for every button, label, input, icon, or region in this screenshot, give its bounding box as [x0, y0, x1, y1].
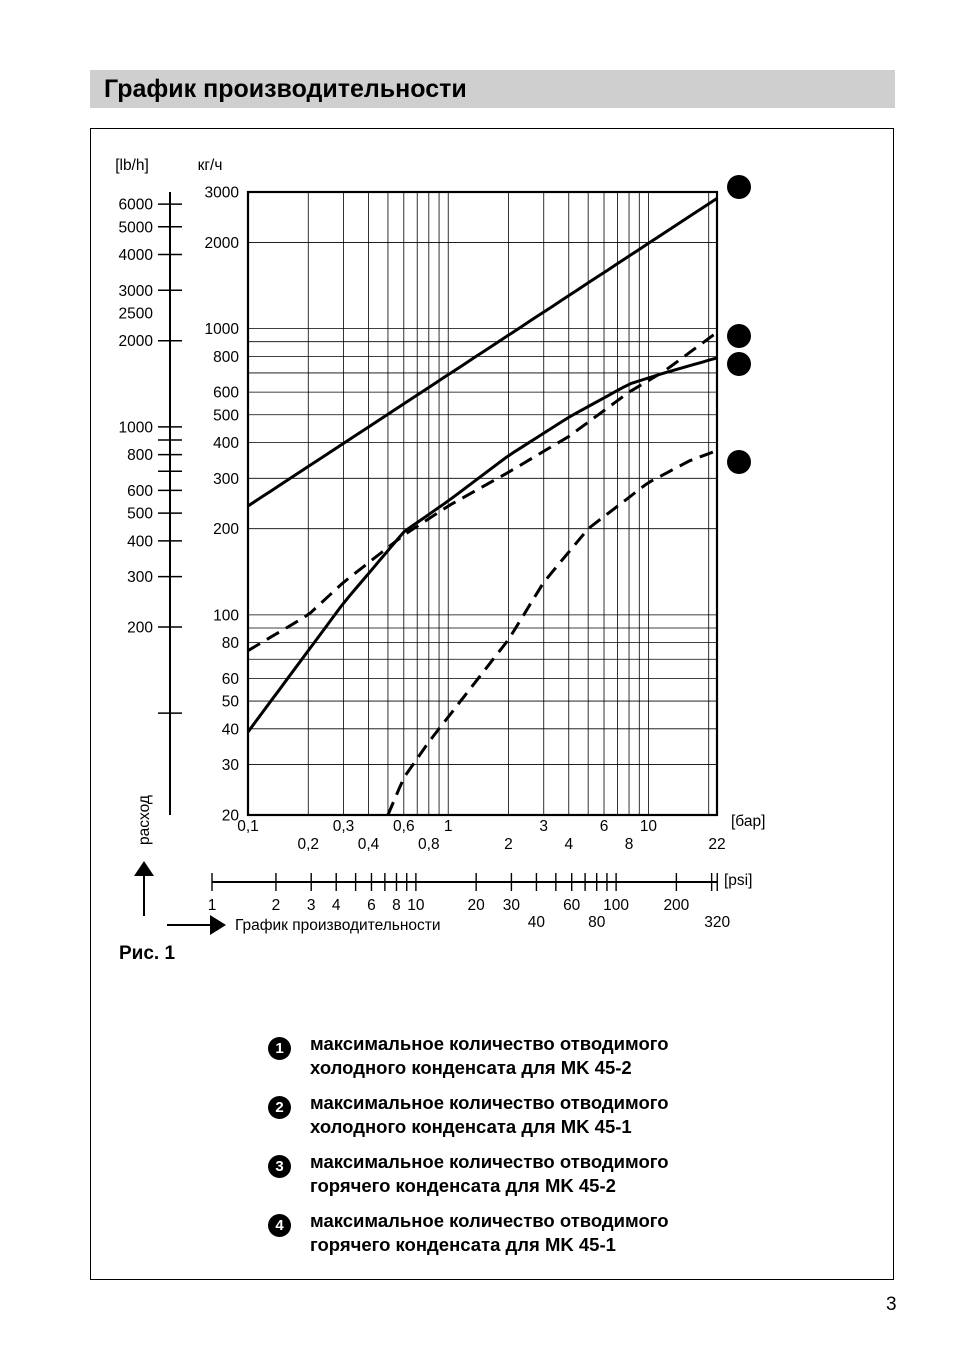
x-tick-label: 0,2	[297, 836, 320, 853]
lbh-tick-label: 800	[127, 447, 153, 465]
plot-border	[248, 192, 717, 815]
y-tick-label: 200	[213, 521, 239, 539]
y-tick-label: 30	[221, 757, 239, 775]
x-tick-label: 0,1	[237, 818, 259, 835]
flow-axis-caption: расход	[136, 795, 153, 845]
lbh-tick-label: 300	[127, 569, 153, 587]
psi-axis-label: [psi]	[724, 872, 753, 889]
psi-tick-label: 8	[392, 897, 401, 914]
x-axis-label: [бар]	[731, 813, 766, 830]
lbh-axis-label: [lb/h]	[115, 157, 149, 174]
psi-tick-label: 6	[367, 897, 376, 914]
legend-text	[310, 1032, 770, 1080]
psi-tick-label: 60	[563, 897, 581, 914]
performance-axis-caption: График производительности	[235, 917, 441, 934]
x-tick-label: 6	[599, 818, 609, 835]
x-tick-label: 3	[539, 818, 549, 835]
series-line-4	[388, 451, 717, 816]
legend-line: холодного конденсата для MK 45-2	[310, 1057, 632, 1078]
psi-tick-label: 100	[603, 897, 630, 914]
psi-tick-label: 4	[331, 897, 341, 914]
chart-text	[115, 157, 765, 934]
y-tick-label: 1000	[204, 321, 239, 339]
psi-tick-label: 80	[588, 914, 606, 931]
y-tick-label: 50	[221, 693, 239, 711]
legend-badge: 1	[268, 1037, 291, 1060]
legend-text	[310, 1150, 770, 1198]
x-tick-label: 10	[639, 818, 658, 835]
series-markers	[727, 175, 751, 474]
series-line-3	[248, 358, 717, 732]
x-tick-label: 22	[708, 836, 726, 853]
x-tick-label: 2	[504, 836, 513, 853]
psi-tick-label: 20	[467, 897, 485, 914]
legend-text	[310, 1209, 770, 1257]
y-tick-label: 100	[213, 607, 239, 625]
series-marker-label: 3	[734, 356, 744, 374]
series-line-2	[248, 332, 717, 650]
y-tick-label: 500	[213, 407, 239, 425]
legend-badge: 4	[268, 1214, 291, 1237]
lbh-tick-label: 200	[127, 619, 153, 637]
legend-badge: 3	[268, 1155, 291, 1178]
y-tick-label: 40	[221, 721, 239, 739]
legend	[268, 1032, 788, 1268]
series-marker-label: 4	[734, 454, 744, 472]
x-tick-label: 0,3	[332, 818, 355, 835]
y-tick-label: 80	[221, 635, 239, 653]
y-tick-label: 60	[221, 670, 239, 688]
flow-arrow-head	[134, 861, 154, 876]
legend-line: максимальное количество отводимого	[310, 1092, 669, 1113]
y-tick-label: 20	[221, 807, 239, 825]
page-number: 3	[886, 1294, 897, 1315]
legend-line: максимальное количество отводимого	[310, 1151, 669, 1172]
psi-tick-label: 2	[271, 897, 281, 914]
legend-item	[268, 1209, 788, 1268]
legend-line: максимальное количество отводимого	[310, 1210, 669, 1231]
lbh-tick-label: 2500	[118, 305, 153, 323]
lbh-tick-label: 600	[127, 482, 153, 500]
y-tick-label: 2000	[204, 234, 239, 252]
x-tick-label: 4	[564, 836, 574, 853]
lbh-tick-label: 3000	[118, 282, 153, 300]
psi-tick-label: 1	[207, 897, 217, 914]
psi-tick-label: 10	[407, 897, 425, 914]
psi-tick-label: 30	[502, 897, 521, 914]
legend-item	[268, 1091, 788, 1150]
y-tick-label: 600	[213, 384, 239, 402]
series-marker-label: 2	[734, 328, 744, 346]
legend-line: максимальное количество отводимого	[310, 1033, 669, 1054]
psi-tick-label: 320	[704, 914, 731, 931]
lbh-tick-label: 400	[127, 533, 153, 551]
x-tick-label: 0,4	[357, 836, 380, 853]
legend-line: горячего конденсата для MK 45-1	[310, 1234, 616, 1255]
lbh-tick-label: 4000	[118, 247, 153, 265]
series-line-1	[248, 198, 717, 506]
legend-item	[268, 1150, 788, 1209]
lbh-tick-label: 6000	[118, 196, 153, 214]
legend-line: горячего конденсата для MK 45-2	[310, 1175, 616, 1196]
lbh-tick-label: 1000	[118, 419, 153, 437]
x-tick-label: 1	[443, 818, 453, 835]
psi-tick-label: 40	[527, 914, 546, 931]
x-tick-label: 0,6	[393, 818, 415, 835]
legend-line: холодного конденсата для MK 45-1	[310, 1116, 632, 1137]
legend-text	[310, 1091, 770, 1139]
chart-grid	[248, 192, 717, 815]
lbh-tick-label: 5000	[118, 219, 153, 237]
performance-arrow-head	[210, 915, 226, 935]
legend-item	[268, 1032, 788, 1091]
lbh-tick-label: 500	[127, 505, 153, 523]
chart-ticks	[158, 204, 717, 891]
page-title: График производительности	[104, 75, 467, 103]
x-tick-label: 0,8	[418, 836, 440, 853]
y-tick-label: 300	[213, 470, 239, 488]
psi-tick-label: 3	[306, 897, 316, 914]
legend-badge: 2	[268, 1096, 291, 1119]
y-tick-label: 3000	[204, 184, 239, 202]
x-tick-label: 8	[624, 836, 634, 853]
y-axis-label: кг/ч	[197, 157, 223, 174]
y-tick-label: 800	[213, 348, 239, 366]
chart-series	[248, 198, 717, 815]
lbh-tick-label: 2000	[118, 333, 153, 351]
psi-tick-label: 200	[663, 897, 690, 914]
series-marker-label: 1	[734, 179, 744, 197]
figure-label: Рис. 1	[119, 943, 176, 964]
y-tick-label: 400	[213, 435, 239, 453]
